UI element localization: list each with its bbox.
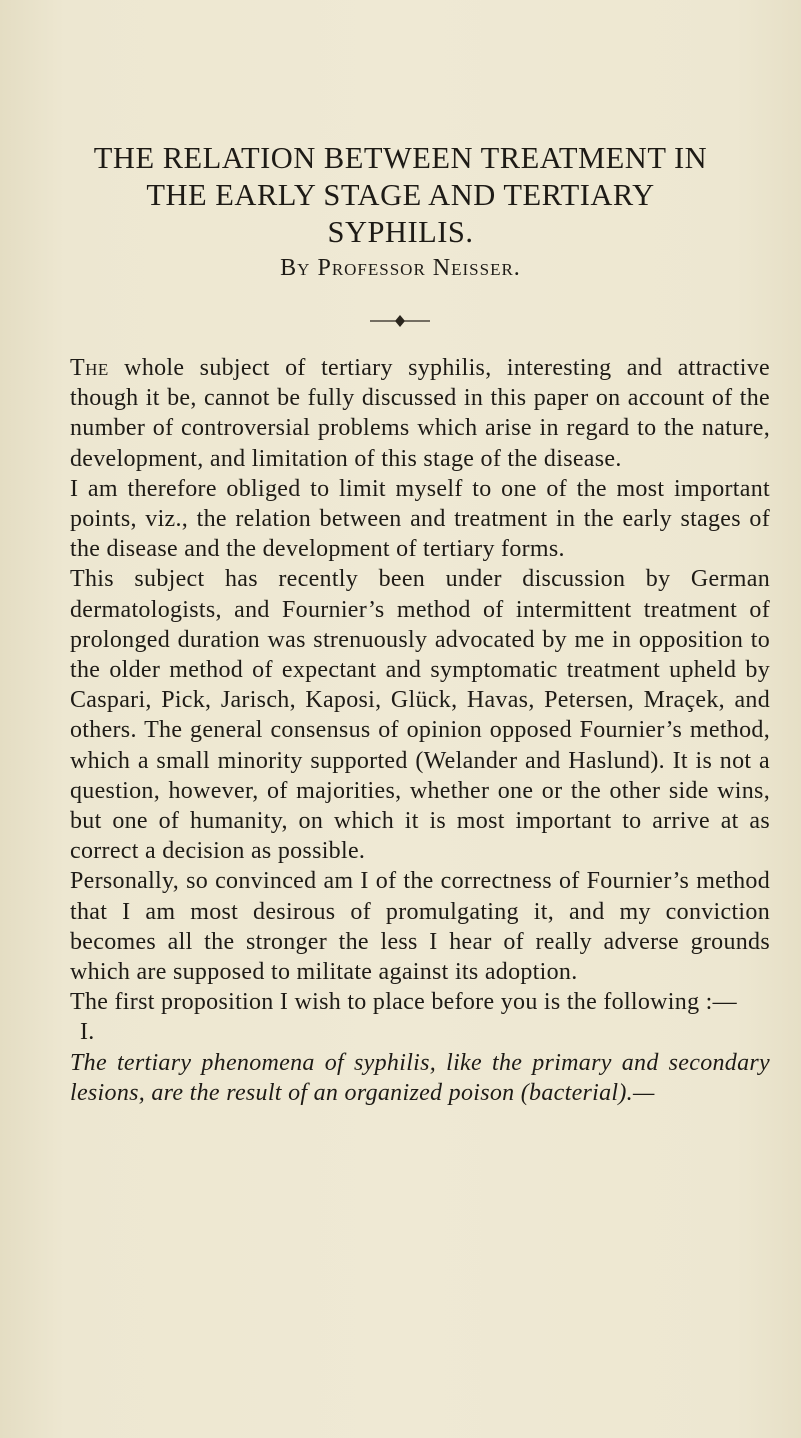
article-title — [20, 140, 781, 251]
byline-author: Professor Neisser. — [317, 255, 521, 281]
paragraph-4: Personally, so convinced am I of the correctness of Fournier’s method that I am most desirous of promulgating it, and my conviction becomes all the stronger the less I hear of really adverse grounds which are supposed to militate against its adoption. — [70, 868, 770, 986]
title-line-3: SYPHILIS. — [327, 215, 474, 249]
paragraph-1-lead: The — [70, 355, 109, 381]
byline-prefix: By — [280, 255, 311, 281]
author-byline — [0, 255, 801, 282]
article-body — [70, 353, 770, 1108]
paragraph-1 — [70, 353, 770, 474]
paragraph-5: The first proposition I wish to place before you is the following :— — [70, 989, 737, 1016]
paragraph-1-text: whole subject of tertiary syphilis, interesting and attractive though it be, cannot be fully discussed in this paper on account of the number of controversial problems which arise in regard to the nature, development, and limitation of this stage of the disease. — [70, 355, 770, 472]
proposition-text: The tertiary phenomena of syphilis, like the primary and secondary lesions, are the result of an organized poison (bacterial).— — [70, 1049, 770, 1106]
paragraph-2: I am therefore obliged to limit myself to one of the most important points, viz., the relation between and treatment in the early stages of the disease and the development of tertiary forms. — [70, 475, 770, 563]
title-line-1: THE RELATION BETWEEN TREATMENT IN — [93, 141, 708, 175]
diamond-rule-ornament — [370, 314, 430, 328]
proposition-numeral: I. — [80, 1019, 95, 1046]
title-line-2: THE EARLY STAGE AND TERTIARY — [146, 178, 655, 212]
paragraph-3: This subject has recently been under discussion by German dermatologists, and Fournier’s method of intermittent treatment of prolonged duration was strenuously advocated by me in opposition to the older method of expectant and symptomatic treatment upheld by Caspari, Pick, Jarisch, Kaposi, Glück, Havas, Petersen, Mraçek, and others. The general consensus of opinion opposed Fournier’s method, which a small minority supported (Welander and Haslund). It is not a question, however, of majorities, whether one or the other side wins, but one of humanity, on which it is most important to arrive at as correct a decision as possible. — [70, 566, 770, 865]
